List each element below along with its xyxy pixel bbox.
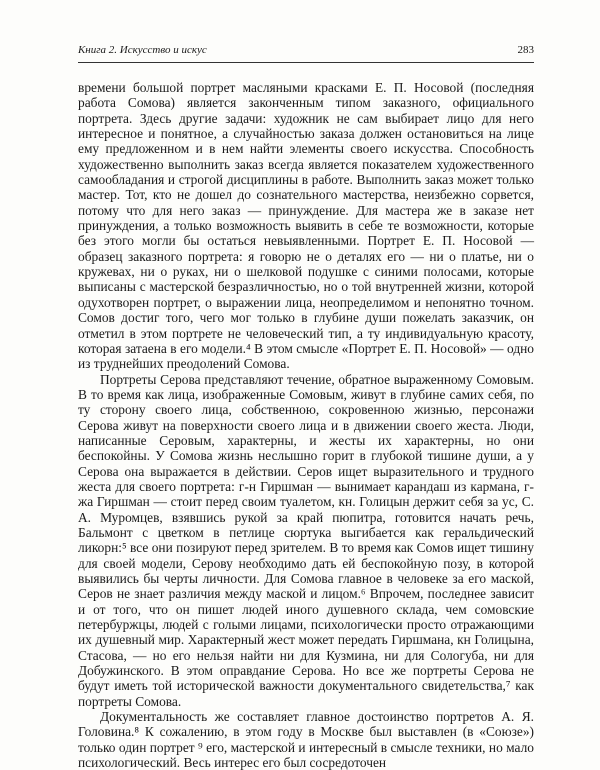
running-header	[78, 44, 534, 56]
body-text	[78, 80, 534, 770]
paragraph-2: Портреты Серова представляют течение, обратное выраженному Сомовым. В то время как лица, изображенные Сомовым, живут в глубине самих себя, по ту сторону своего лица, собственною, сокровенною жизнью, персонажи Серова живут на поверхности своего лица и в движении своего жеста. Люди, написанные Серовым, характерны, и жесты их характерны, но они беспокойны. У Сомова жизнь неслышно горит в глубокой тишине души, а у Серова она выражается в действии. Серов ищет выразительного и трудного жеста для своего портрета: г-н Гиршман — вынимает карандаш из кармана, г-жа Гиршман — стоит перед своим туалетом, кн. Голицын держит себя за ус, С. А. Муромцев, взявшись рукой за край пюпитра, готовится начать речь, Бальмонт с цветком в петлице сюртука выгибается как геральдический ликорн:⁵ все они позируют перед зрителем. В то время как Сомов ищет тишину для своей модели, Серову необходимо дать ей беспокойную позу, в которой выявились бы черты личности. Для Сомова главное в человеке за его маской, Серов не знает различия между маской и лицом.⁶ Впрочем, последнее зависит и от того, что он пишет людей иного душевного склада, чем сомовские петербуржцы, людей с голыми лицами, психологически просто отражающими их душевный мир. Характерный жест может передать Гиршмана, кн Голицына, Стасова, — но его нельзя найти ни для Кузмина, ни для Сологуба, ни для Добужинского. В этом оправдание Серова. Но все же портреты Серова не будут иметь той исторической важности документального свидетельства,⁷ как портреты Сомова.	[78, 371, 534, 709]
paragraph-3: Документальность же составляет главное достоинство портретов А. Я. Головина.⁸ К сожалению, в этом году в Москве был выставлен (в «Союзе») только один портрет ⁹ его, мастерской и интересный в смысле техники, но мало психологический. Весь интерес его был сосредоточен	[78, 709, 534, 770]
paragraph-1: времени большой портрет масляными красками Е. П. Носовой (последняя работа Сомова) является законченным типом заказного, официального портрета. Здесь другие задачи: художник не сам выбирает лицо для него интересное и понятное, а случайностью заказа должен остановиться на лице ему предложенном и в нем найти элементы своего искусства. Способность художественно выполнить заказ всегда является показателем художественного самообладания и строгой дисциплины в работе. Выполнить заказ может только мастер. Тот, кто не дошел до сознательного мастерства, неизбежно сорвется, потому что для него заказ — принуждение. Для мастера же в заказе нет принуждения, а только возможность выявить в себе те возможности, которые без этого могли бы остаться невыявленными. Портрет Е. П. Носовой — образец заказного портрета: я говорю не о деталях его — ни о платье, ни о кружевах, ни о руках, ни о шелковой подушке с синими полосами, которые выписаны с мастерской безразличностью, но о той внутренней жизни, которой одухотворен портрет, о выражении лица, неопределимом и непонятно точном. Сомов достиг того, чего мог только в глубине души пожелать заказчик, он отметил в этом портрете не человеческий тип, а ту индивидуальную красоту, которая затаена в его модели.⁴ В этом смысле «Портрет Е. П. Носовой» — одно из труднейших преодолений Сомова.	[78, 80, 534, 372]
header-rule	[78, 62, 534, 63]
page-number: 283	[517, 44, 534, 56]
running-title: Книга 2. Искусство и искус	[78, 44, 207, 56]
